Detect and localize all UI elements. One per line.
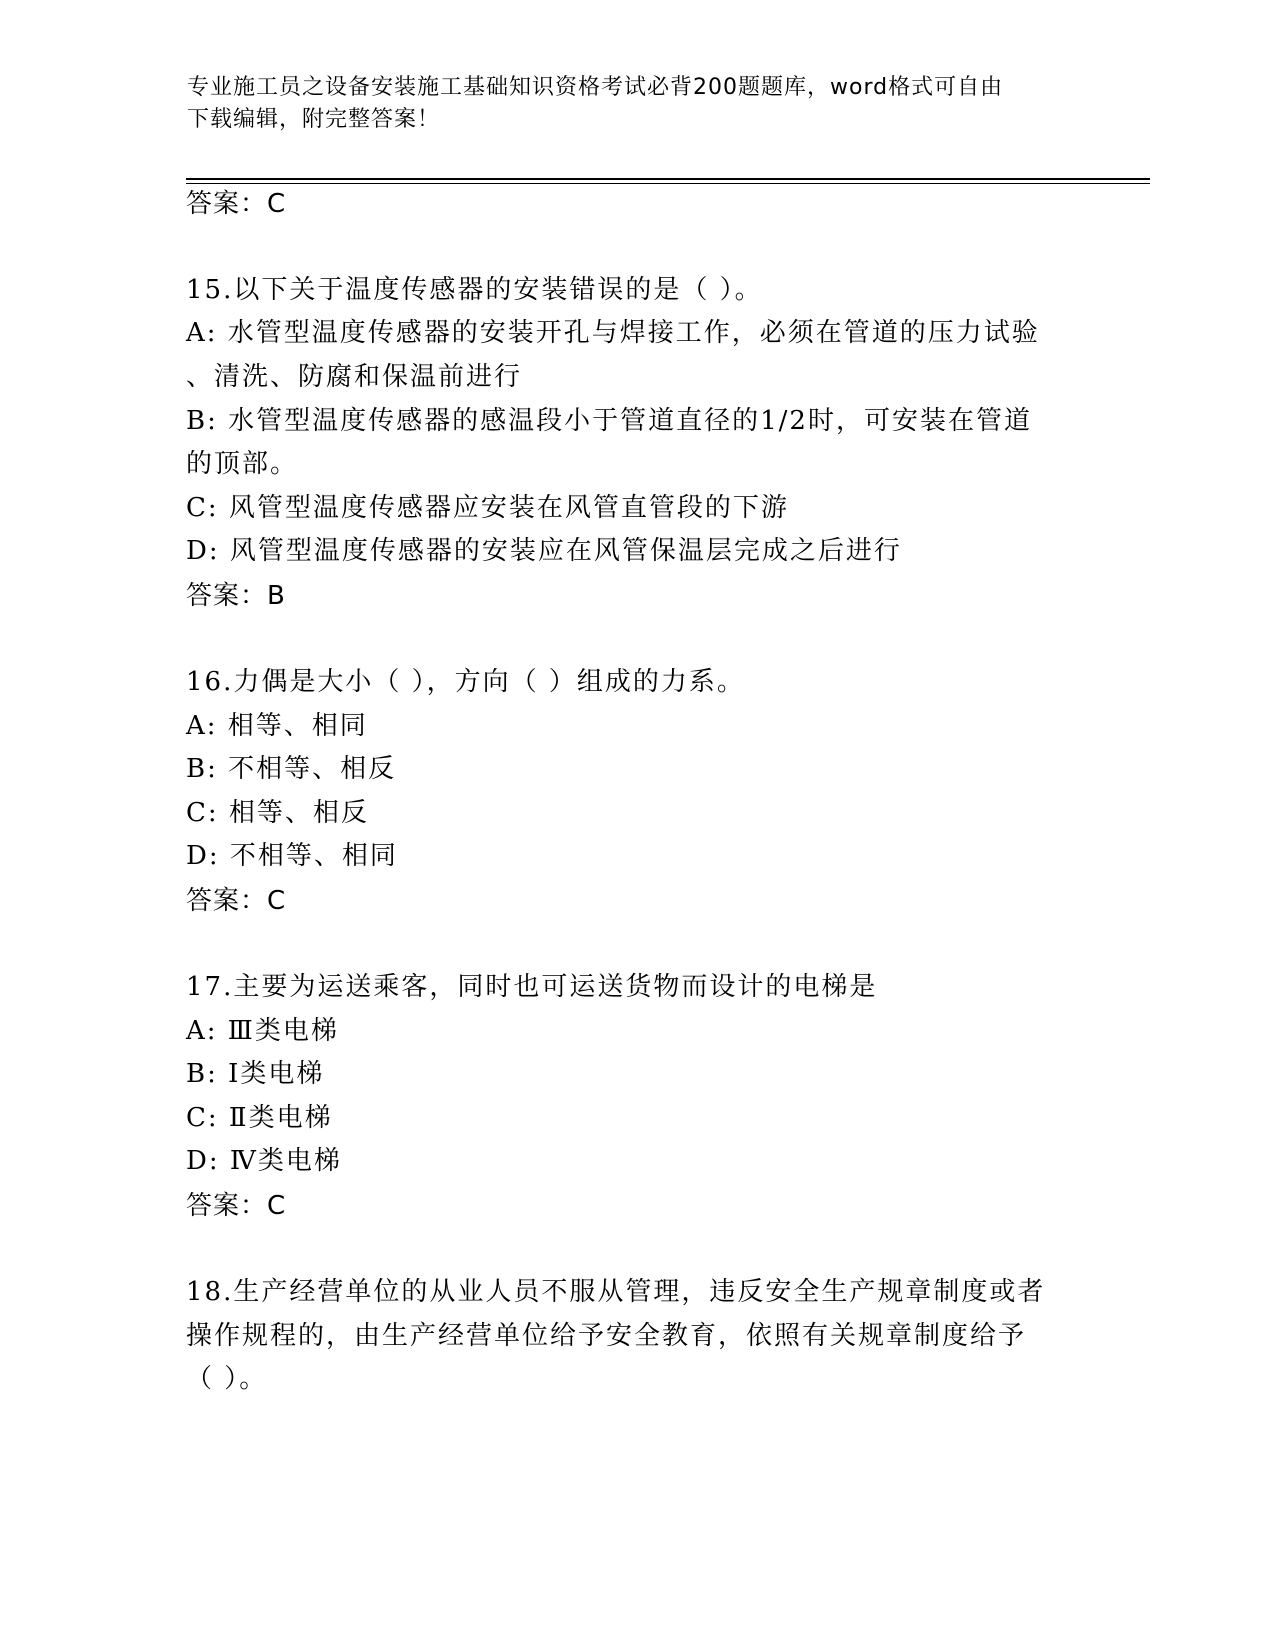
question-18-title-line-1: 18.生产经营单位的从业人员不服从管理，违反安全生产规章制度或者 [186, 1277, 1046, 1307]
question-15-option-a-cont: 、清洗、防腐和保温前进行 [186, 362, 523, 392]
answer-prev: 答案：C [186, 189, 287, 219]
question-15-option-b: B: 水管型温度传感器的感温段小于管道直径的1/2时，可安装在管道 [186, 406, 1032, 436]
question-15-option-c: C: 风管型温度传感器应安装在风管直管段的下游 [186, 493, 789, 523]
header-divider-thin [186, 183, 1150, 184]
question-18-title-line-2: 操作规程的，由生产经营单位给予安全教育，依照有关规章制度给予 [186, 1321, 1027, 1351]
question-15-option-a: A: 水管型温度传感器的安装开孔与焊接工作，必须在管道的压力试验 [186, 318, 1040, 348]
question-16-option-a: A: 相等、相同 [186, 711, 368, 741]
header-divider-thick [186, 178, 1150, 180]
question-16-option-c: C: 相等、相反 [186, 798, 369, 828]
question-17-option-d: D: Ⅳ类电梯 [186, 1146, 342, 1176]
question-15-title: 15.以下关于温度传感器的安装错误的是（ ）。 [186, 275, 763, 305]
question-15-answer: 答案：B [186, 581, 286, 611]
question-16-answer: 答案：C [186, 886, 287, 916]
question-17-answer: 答案：C [186, 1191, 287, 1221]
question-15-option-d: D: 风管型温度传感器的安装应在风管保温层完成之后进行 [186, 536, 902, 566]
header-line-1: 专业施工员之设备安装施工基础知识资格考试必背200题题库，word格式可自由 [187, 75, 1004, 100]
header-line-2: 下载编辑，附完整答案！ [187, 107, 441, 132]
question-16-option-b: B: 不相等、相反 [186, 754, 397, 784]
question-17-option-a: A: Ⅲ类电梯 [186, 1016, 339, 1046]
question-16-title: 16.力偶是大小（ ），方向（ ）组成的力系。 [186, 667, 745, 697]
question-17-option-b: B: Ⅰ类电梯 [186, 1059, 325, 1089]
question-18-title-line-3: （ ）。 [186, 1364, 268, 1394]
question-16-option-d: D: 不相等、相同 [186, 841, 398, 871]
question-17-option-c: C: Ⅱ类电梯 [186, 1103, 333, 1133]
document-header [187, 72, 1067, 136]
question-15-option-b-cont: 的顶部。 [186, 449, 299, 479]
question-17-title: 17.主要为运送乘客，同时也可运送货物而设计的电梯是 [186, 972, 878, 1002]
